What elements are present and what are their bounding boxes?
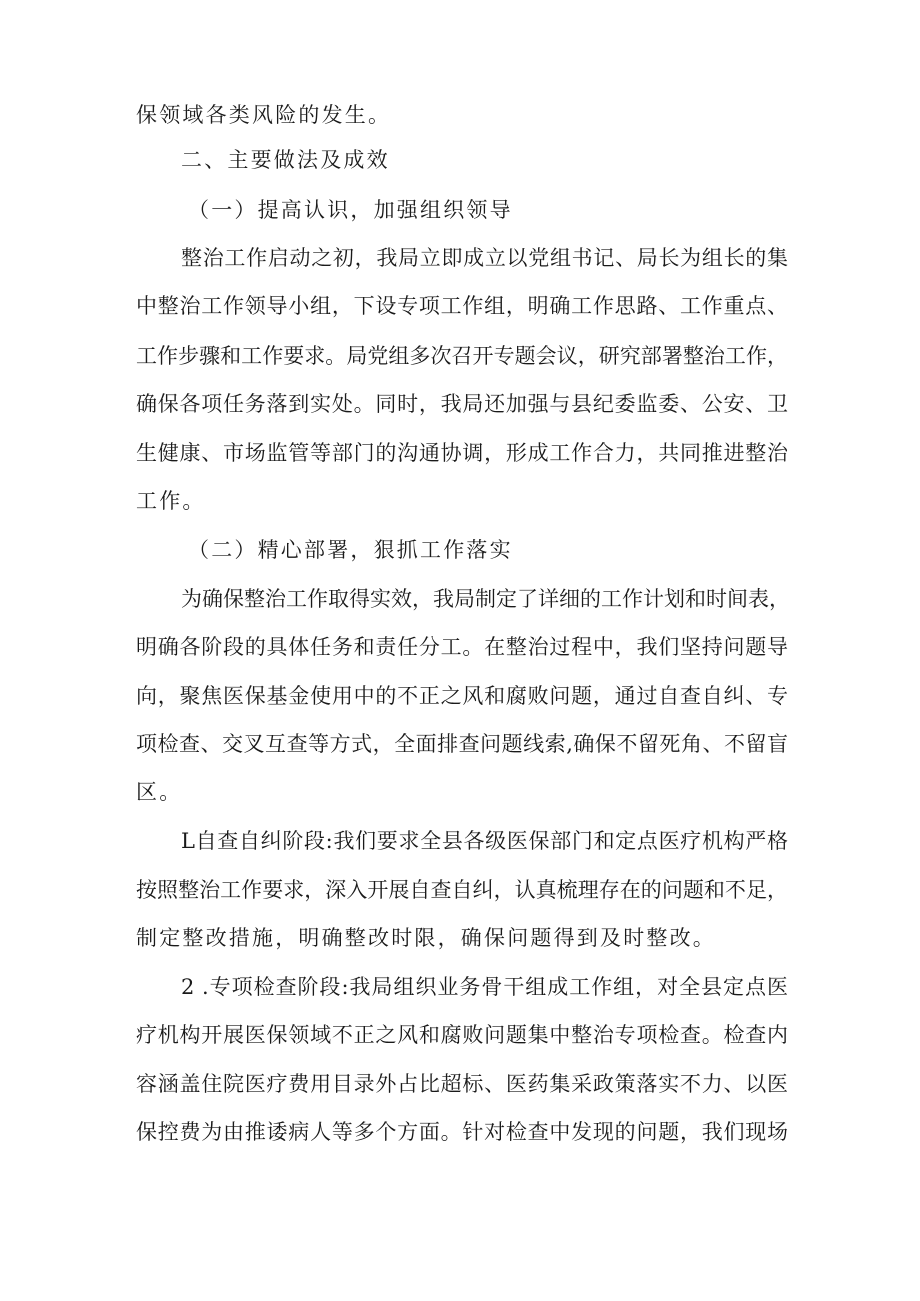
- subsection-heading: （二）精心部署，狠抓工作落实: [188, 538, 513, 562]
- paragraph-line: 工作。: [136, 489, 206, 513]
- paragraph-line: 容涵盖住院医疗费用目录外占比超标、医药集采政策落实不力、以医: [136, 1072, 788, 1096]
- subsection-heading: （一）提高认识，加强组织领导: [188, 198, 513, 222]
- paragraph-line: 保控费为由推诿病人等多个方面。针对检查中发现的问题，我们现场: [136, 1120, 788, 1144]
- paragraph-line: 项检查、交叉互查等方式，全面排查问题线索,确保不留死角、不留盲: [136, 732, 788, 756]
- paragraph-line: 整治工作启动之初，我局立即成立以党组书记、局长为组长的集: [181, 246, 788, 270]
- paragraph-line: 按照整治工作要求，深入开展自查自纠，认真梳理存在的问题和不足，: [136, 878, 788, 902]
- paragraph-line: 确保各项任务落到实处。同时，我局还加强与县纪委监委、公安、卫: [136, 392, 788, 416]
- paragraph-line: 中整治工作领导小组，下设专项工作组，明确工作思路、工作重点、: [136, 294, 788, 318]
- paragraph-line: 2 .专项检查阶段:我局组织业务骨干组成工作组，对全县定点医: [181, 975, 788, 999]
- paragraph-line: 明确各阶段的具体任务和责任分工。在整治过程中，我们坚持问题导: [136, 635, 788, 659]
- paragraph-line: 生健康、市场监管等部门的沟通协调，形成工作合力，共同推进整治: [136, 441, 788, 465]
- paragraph-line: 区。: [136, 780, 183, 804]
- paragraph-line: L自查自纠阶段:我们要求全县各级医保部门和定点医疗机构严格: [181, 829, 788, 853]
- paragraph-line: 为确保整治工作取得实效，我局制定了详细的工作计划和时间表，: [181, 587, 790, 611]
- paragraph-line: 疗机构开展医保领域不正之风和腐败问题集中整治专项检查。检查内: [136, 1023, 788, 1047]
- paragraph-line: 向，聚焦医保基金使用中的不正之风和腐败问题，通过自查自纠、专: [136, 684, 788, 708]
- paragraph-line: 制定整改措施，明确整改时限，确保问题得到及时整改。: [136, 926, 716, 950]
- section-heading: 二、主要做法及成效: [181, 148, 390, 172]
- paragraph-line: 保领域各类风险的发生。: [136, 103, 392, 127]
- paragraph-line: 工作步骤和工作要求。局党组多次召开专题会议，研究部署整治工作，: [136, 344, 788, 368]
